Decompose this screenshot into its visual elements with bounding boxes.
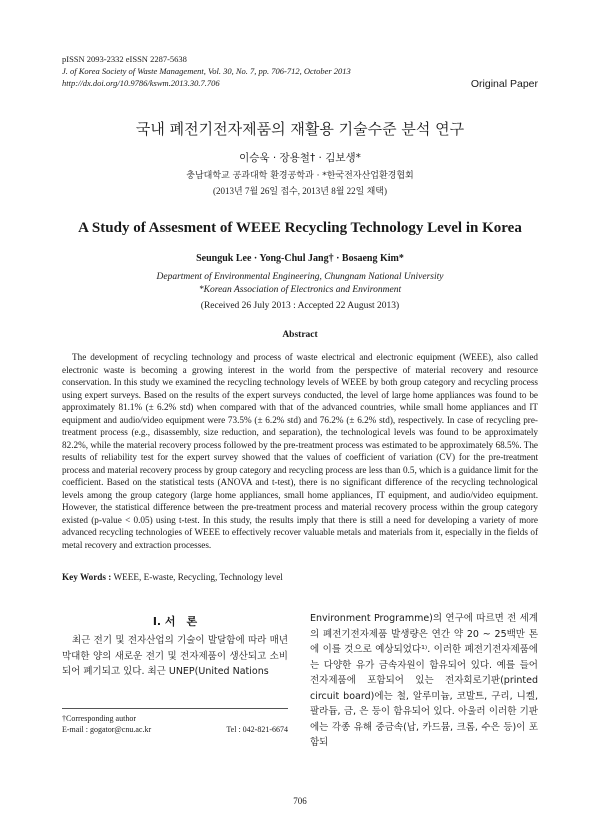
- journal-citation: J. of Korea Society of Waste Management, Vol. 30, No. 7, pp. 706-712, October 2013: [62, 66, 351, 76]
- issn-line: pISSN 2093-2332 eISSN 2287-5638: [62, 54, 187, 64]
- author-tel: Tel : 042-821-6674: [226, 725, 288, 734]
- abstract-heading: Abstract: [282, 330, 318, 340]
- korean-authors: 이승욱 · 장용철† · 김보생*: [239, 152, 361, 164]
- body-left-column: 최근 전기 및 전자산업의 기술이 발달함에 따라 매년 막대한 양의 새로운 전기 및 전자제품이 생산되고 소비되어 폐기되고 있다. 최근 UNEP(United Nations: [62, 635, 288, 677]
- english-dates: (Received 26 July 2013 : Accepted 22 August 2013): [200, 301, 400, 311]
- affiliation-line-2: *Korean Association of Electronics and Environment: [198, 285, 402, 295]
- author-email[interactable]: E-mail : gogator@cnu.ac.kr: [62, 725, 152, 734]
- doi-link[interactable]: http://dx.doi.org/10.9786/kswm.2013.30.7.706: [62, 78, 220, 88]
- korean-title: 국내 폐전기전자제품의 재활용 기술수준 분석 연구: [135, 120, 465, 138]
- keywords-value: WEEE, E-waste, Recycling, Technology level: [113, 572, 283, 582]
- journal-header: [62, 53, 351, 89]
- footnote: [62, 713, 288, 735]
- english-title: A Study of Assesment of WEEE Recycling Technology Level in Korea: [78, 220, 522, 236]
- korean-affiliation: 충남대학교 공과대학 환경공학과 · *한국전자산업환경협회: [186, 171, 414, 181]
- paper-type-label: Original Paper: [470, 78, 538, 90]
- contact-row: [62, 724, 288, 735]
- body-right-column: Environment Programme)의 연구에 따르면 전 세계의 폐전기전자제품 발생량은 연간 약 20 ~ 25백만 톤에 이를 것으로 예상되었다¹⁾. 이러한 폐전기전자제품에는 다양한 유가 금속자원이 함유되어 있다. 예를 들어 전자제품에 포함되어 있는 전자회로기판(printed circuit board)에는 철, 알루미늄, 코발트, 구리, 니켈, 팔라듐, 금, 은 등이 함유되어 있다. 아울러 이러한 기판에는 각종 유해 중금속(납, 카드뮴, 크롬, 수은 등)이 포함되: [310, 613, 538, 748]
- english-authors: Seunguk Lee · Yong-Chul Jang† · Bosaeng Kim*: [196, 253, 404, 264]
- keywords-label: Key Words :: [62, 572, 112, 582]
- english-affiliation: [0, 271, 600, 297]
- korean-dates: (2013년 7월 26일 접수, 2013년 8월 22일 채택): [213, 186, 387, 196]
- affiliation-line-1: Department of Environmental Engineering, Chungnam National University: [156, 272, 444, 282]
- page-number: 706: [293, 796, 307, 806]
- footnote-rule: [62, 708, 288, 709]
- abstract-text: The development of recycling technology and process of waste electrical and electronic equipment (WEEE), also called electronic waste is becoming a growing interest in the world from the perspective of material recovery and resource conservation. In this study we examined the recycling technology levels of WEEE by both group category and recycling process using expert surveys. Based on the results of the expert surveys conducted, the level of large home appliances was found to be approximately 81.1% (± 6.2% std) when compared with that of the advanced countries, while small home appliances and IT equipment and audio/video equipment were 73.5% (± 6.2% std) and 76.2% (± 6.2% std), respectively. In case of recycling pre-treatment process (e.g., disassembly, size reduction, and separation), the technological levels was found to be approximately 82.2%, while the material recovery process followed by the pre-treatment process was estimated to be approximately 68.5%. The results of reliability test for the expert survey showed that the values of coefficient of variation (CV) for the pre-treatment process and material recovery process by group category and recycling process are less than 0.5, which is a guidance limit for the coefficient. Based on the statistical tests (ANOVA and t-test), there is no significant difference of the recycling technological levels among the group category (large home appliances, small home appliances, IT equipment, and audio/video equipment. However, the statistical difference between the pre-treatment process and material recovery process within the group category existed (p-value < 0.05) using t-test. In this study, the results imply that there is still a need for developing a variety of more advanced recycling technologies of WEEE to effectively recover valuable metals and materials from it, especially in the fields of metal recovery and extraction processes.: [62, 352, 538, 550]
- section-heading-introduction: I. 서 론: [152, 615, 198, 628]
- keywords-line: [62, 572, 283, 582]
- corresponding-author-label: †Corresponding author: [62, 714, 136, 723]
